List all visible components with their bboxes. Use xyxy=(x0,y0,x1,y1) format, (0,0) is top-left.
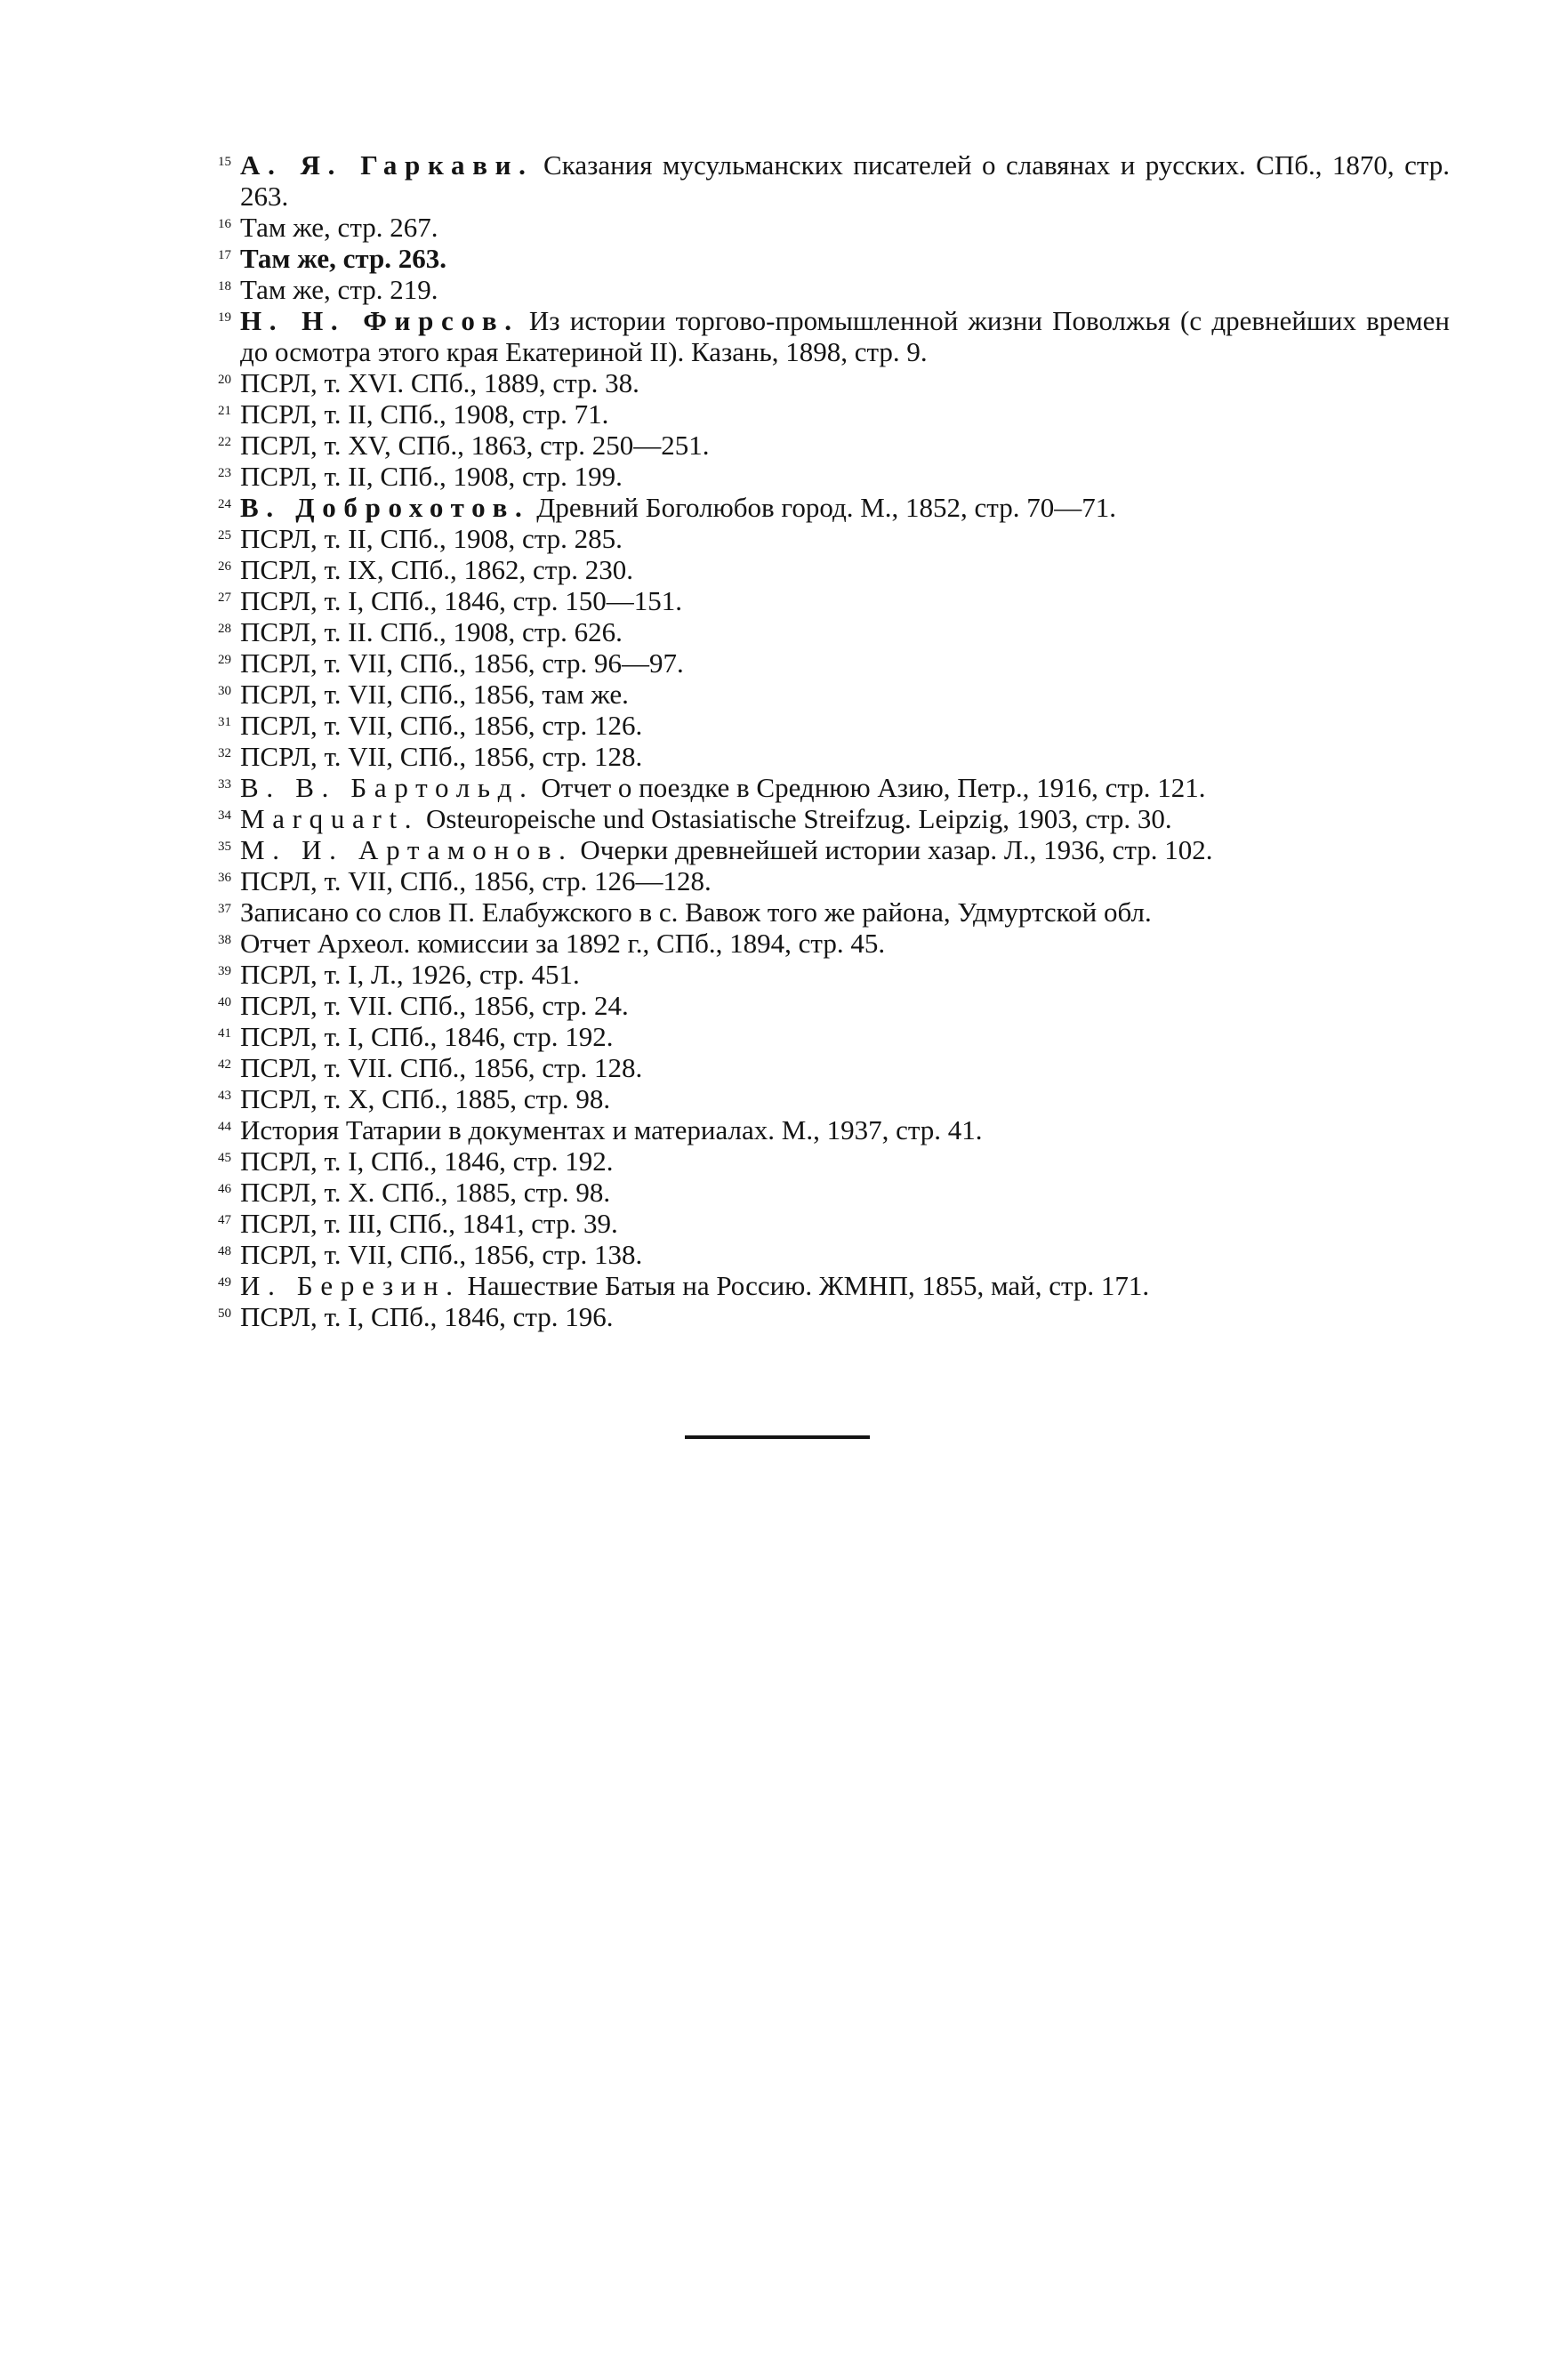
footnote-text: ПСРЛ, т. VII, СПб., 1856, стр. 96—97. xyxy=(240,647,684,679)
footnote-27 xyxy=(125,585,1450,616)
footnote-number: 44 xyxy=(218,1120,231,1134)
footnote-text: Там же, стр. 263. xyxy=(240,243,446,274)
footnote-32 xyxy=(125,741,1450,772)
footnote-35 xyxy=(125,834,1450,865)
footnote-21 xyxy=(125,398,1450,430)
footnote-text: ПСРЛ, т. I, СПб., 1846, стр. 192. xyxy=(240,1021,614,1052)
footnote-44 xyxy=(125,1114,1450,1145)
footnote-text: Сказания мусульманских писателей о славянах и русских. СПб., 1870, стр. 263. xyxy=(240,149,1451,212)
footnote-33 xyxy=(125,772,1450,803)
footnote-39 xyxy=(125,959,1450,990)
footnote-number: 15 xyxy=(218,155,231,169)
footnote-text: ПСРЛ, т. II. СПб., 1908, стр. 626. xyxy=(240,616,623,647)
footnote-number: 29 xyxy=(218,653,231,667)
footnote-47 xyxy=(125,1208,1450,1239)
footnote-number: 49 xyxy=(218,1275,231,1290)
footnote-25 xyxy=(125,523,1450,554)
footnote-author: И. Березин. xyxy=(240,1270,461,1301)
footnote-number: 40 xyxy=(218,995,231,1009)
footnote-number: 17 xyxy=(218,248,231,262)
footnote-number: 41 xyxy=(218,1026,231,1041)
footnote-text: Отчет о поездке в Среднюю Азию, Петр., 1916, стр. 121. xyxy=(541,772,1206,803)
footnote-author: Н. Н. Фирсов. xyxy=(240,305,519,336)
footnote-28 xyxy=(125,616,1450,647)
footnote-26 xyxy=(125,554,1450,585)
footnote-number: 26 xyxy=(218,559,231,574)
footnote-number: 32 xyxy=(218,746,231,760)
footnote-number: 36 xyxy=(218,871,231,885)
footnote-number: 23 xyxy=(218,466,231,480)
end-rule xyxy=(685,1435,870,1439)
footnote-number: 50 xyxy=(218,1306,231,1321)
footnote-text: ПСРЛ, т. II, СПб., 1908, стр. 285. xyxy=(240,523,623,554)
footnote-number: 24 xyxy=(218,497,231,511)
footnote-text: История Татарии в документах и материалах. М., 1937, стр. 41. xyxy=(240,1114,983,1145)
footnote-17 xyxy=(125,243,1450,274)
footnote-text: Отчет Археол. комиссии за 1892 г., СПб., 1894, стр. 45. xyxy=(240,928,886,959)
footnote-41 xyxy=(125,1021,1450,1052)
footnote-number: 46 xyxy=(218,1182,231,1196)
footnote-text: ПСРЛ, т. VII. СПб., 1856, стр. 24. xyxy=(240,990,629,1021)
footnote-40 xyxy=(125,990,1450,1021)
footnote-number: 25 xyxy=(218,528,231,543)
footnote-text: ПСРЛ, т. I, Л., 1926, стр. 451. xyxy=(240,959,580,990)
footnote-number: 35 xyxy=(218,840,231,854)
footnote-author: А. Я. Гаркави. xyxy=(240,149,534,181)
footnote-36 xyxy=(125,865,1450,896)
footnote-text: Записано со слов П. Елабужского в с. Вавож того же района, Удмуртской обл. xyxy=(240,896,1152,928)
footnote-text: ПСРЛ, т. I, СПб., 1846, стр. 150—151. xyxy=(240,585,683,616)
footnote-text: Из истории торгово-промышленной жизни Поволжья (с древнейших времен до осмотра этого края Екатериной II). Казань, 1898, стр. 9. xyxy=(240,305,1450,367)
footnote-number: 22 xyxy=(218,435,231,449)
footnote-text: ПСРЛ, т. VII, СПб., 1856, стр. 126. xyxy=(240,710,643,741)
footnote-number: 28 xyxy=(218,622,231,636)
footnote-50 xyxy=(125,1301,1450,1332)
footnote-24 xyxy=(125,492,1450,523)
footnote-text: ПСРЛ, т. XV, СПб., 1863, стр. 250—251. xyxy=(240,430,710,461)
footnote-text: ПСРЛ, т. VII, СПб., 1856, стр. 126—128. xyxy=(240,865,712,896)
footnote-22 xyxy=(125,430,1450,461)
footnote-number: 27 xyxy=(218,591,231,605)
footnote-number: 16 xyxy=(218,217,231,231)
footnote-author: В. В. Бартольд. xyxy=(240,772,535,803)
footnote-18 xyxy=(125,274,1450,305)
footnote-text: ПСРЛ, т. VII, СПб., 1856, стр. 128. xyxy=(240,741,643,772)
footnote-author: М. И. Артамонов. xyxy=(240,834,574,865)
footnote-19 xyxy=(125,305,1450,367)
footnote-49 xyxy=(125,1270,1450,1301)
footnote-text: Очерки древнейшей истории хазар. Л., 1936, стр. 102. xyxy=(580,834,1213,865)
footnote-23 xyxy=(125,461,1450,492)
footnote-number: 20 xyxy=(218,373,231,387)
footnote-text: ПСРЛ, т. X. СПб., 1885, стр. 98. xyxy=(240,1177,611,1208)
footnote-45 xyxy=(125,1145,1450,1177)
footnote-text: Нашествие Батыя на Россию. ЖМНП, 1855, май, стр. 171. xyxy=(467,1270,1150,1301)
footnote-number: 31 xyxy=(218,715,231,729)
footnote-text: ПСРЛ, т. VII, СПб., 1856, стр. 138. xyxy=(240,1239,643,1270)
footnote-text: ПСРЛ, т. IX, СПб., 1862, стр. 230. xyxy=(240,554,633,585)
footnote-text: ПСРЛ, т. III, СПб., 1841, стр. 39. xyxy=(240,1208,618,1239)
footnote-text: Древний Боголюбов город. М., 1852, стр. 70—71. xyxy=(536,492,1116,523)
footnote-text: ПСРЛ, т. VII, СПб., 1856, там же. xyxy=(240,679,629,710)
footnote-number: 30 xyxy=(218,684,231,698)
footnote-text: Osteuropeische und Ostasiatische Streifzug. Leipzig, 1903, стр. 30. xyxy=(425,803,1172,834)
footnote-31 xyxy=(125,710,1450,741)
footnote-16 xyxy=(125,212,1450,243)
footnote-number: 21 xyxy=(218,404,231,418)
footnote-number: 47 xyxy=(218,1213,231,1227)
footnote-number: 45 xyxy=(218,1151,231,1165)
footnote-number: 37 xyxy=(218,902,231,916)
footnotes-list xyxy=(125,149,1450,1332)
footnote-text: Там же, стр. 267. xyxy=(240,212,438,243)
footnote-number: 39 xyxy=(218,964,231,978)
footnote-43 xyxy=(125,1083,1450,1114)
footnote-48 xyxy=(125,1239,1450,1270)
footnote-text: ПСРЛ, т. I, СПб., 1846, стр. 196. xyxy=(240,1301,614,1332)
footnote-20 xyxy=(125,367,1450,398)
footnote-author: Marquart. xyxy=(240,803,420,834)
footnote-number: 19 xyxy=(218,310,231,325)
footnote-number: 48 xyxy=(218,1244,231,1258)
footnote-34 xyxy=(125,803,1450,834)
footnote-number: 34 xyxy=(218,808,231,823)
footnote-30 xyxy=(125,679,1450,710)
footnote-text: ПСРЛ, т. I, СПб., 1846, стр. 192. xyxy=(240,1145,614,1177)
footnote-text: ПСРЛ, т. II, СПб., 1908, стр. 199. xyxy=(240,461,623,492)
footnote-42 xyxy=(125,1052,1450,1083)
footnote-number: 33 xyxy=(218,777,231,792)
footnote-text: ПСРЛ, т. X, СПб., 1885, стр. 98. xyxy=(240,1083,611,1114)
footnote-text: ПСРЛ, т. II, СПб., 1908, стр. 71. xyxy=(240,398,609,430)
footnote-author: В. Доброхотов. xyxy=(240,492,530,523)
footnote-38 xyxy=(125,928,1450,959)
footnote-37 xyxy=(125,896,1450,928)
footnote-number: 43 xyxy=(218,1089,231,1103)
footnote-number: 38 xyxy=(218,933,231,947)
footnote-number: 18 xyxy=(218,279,231,293)
footnote-46 xyxy=(125,1177,1450,1208)
footnote-text: ПСРЛ, т. XVI. СПб., 1889, стр. 38. xyxy=(240,367,639,398)
footnote-number: 42 xyxy=(218,1057,231,1072)
footnote-text: ПСРЛ, т. VII. СПб., 1856, стр. 128. xyxy=(240,1052,643,1083)
footnote-text: Там же, стр. 219. xyxy=(240,274,438,305)
footnote-29 xyxy=(125,647,1450,679)
footnote-15 xyxy=(125,149,1450,212)
